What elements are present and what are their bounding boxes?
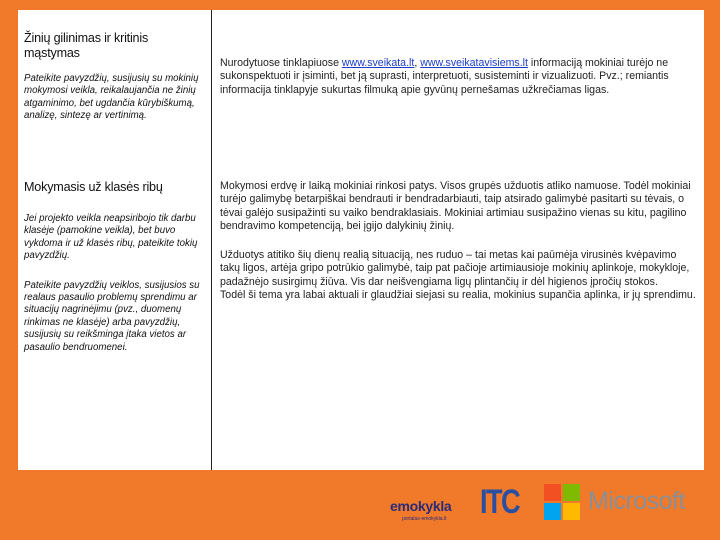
row2-paragraph3: Todėl ši tema yra labai aktuali ir glaudžiai siejasi su realia, mokinius supančia aplinka, ir jų sprendimu. bbox=[220, 289, 696, 302]
row1-heading: Žinių gilinimas ir kritinis mąstymas bbox=[24, 31, 149, 60]
row1-note: Pateikite pavyzdžių, susijusių su mokinių mokymosi veikla, reikalaujančia ne žinių atgaminimo, bet ugdančia kūrybiškumą, analizę, sintezę ar vertinimą. bbox=[24, 73, 199, 122]
content-table bbox=[18, 10, 704, 470]
link-sveikatavisiems[interactable]: www.sveikatavisiems.lt bbox=[420, 57, 528, 69]
footer-logos bbox=[0, 470, 720, 540]
row2-note1: Jei projekto veikla neapsiribojo tik darbu klasėje (pamokine veikla), bet buvo vykdoma ir už klasės ribų, pateikite tokių pavyzdžių. bbox=[24, 213, 198, 262]
row1-paragraph: Nurodytuose tinklapiuose www.sveikata.lt, www.sveikatavisiems.lt informaciją mokiniai turėjo ne sukonspektuoti ir įsiminti, bet ją suprasti, interpretuoti, susisteminti ir vizualizuoti. Pvz.; remiantis informacija tinklapyje sukurtas filmuką apie gyvūnų pernešamas užkrečiamas ligas. bbox=[220, 57, 669, 96]
row2-content-cell bbox=[220, 180, 698, 302]
ms-green-square bbox=[563, 484, 580, 501]
microsoft-grid-icon bbox=[544, 484, 580, 520]
itc-logo: ITC bbox=[480, 483, 520, 521]
row1-label-cell bbox=[24, 31, 206, 123]
ms-red-square bbox=[544, 484, 561, 501]
row1-content-cell bbox=[220, 57, 698, 97]
row2-note2: Pateikite pavyzdžių veiklos, susijusios su realaus pasaulio problemų sprendimu ar situacijų nagrinėjimu (pvz., duomenų rinkimas ne klasėje) arba pavyzdžių, susijusių su reikšminga įtaka vietos ar pasaulio bendruomenei. bbox=[24, 279, 200, 353]
link-sveikata[interactable]: www.sveikata.lt bbox=[341, 57, 415, 69]
row2-paragraph2: Užduotys atitiko šių dienų realią situaciją, nes ruduo – tai metas kai paūmėja virusinės kvėpavimo takų ligos, artėja gripo potrūkio galimybė, taip pat pačioje artimiausioje mokinių aplinkoje, mokykloje, padažnėjo susirgimų žiūva. Vis dar neišvengiama ligų plintančių ir dėl higienos įpročių stokos. bbox=[220, 249, 690, 288]
emokykla-logo bbox=[388, 482, 468, 526]
column-divider bbox=[211, 10, 212, 470]
row2-label-cell bbox=[24, 180, 206, 354]
microsoft-wordmark: Microsoft bbox=[588, 487, 685, 515]
emokykla-wordmark: emokykla bbox=[390, 498, 452, 514]
row2-heading: Mokymasis už klasės ribų bbox=[24, 180, 163, 194]
emokykla-subtitle: portalas-emokykla.lt bbox=[402, 516, 447, 522]
ms-blue-square bbox=[544, 503, 561, 520]
ms-yellow-square bbox=[563, 503, 580, 520]
row2-paragraph1: Mokymosi erdvę ir laiką mokiniai rinkosi patys. Visos grupės užduotis atliko namuose. Todėl mokiniai turėjo galimybę betarpiškai bendrauti ir bendradarbiauti, taip atsirado galimybė pasitarti su tėvais, o tėvai galėjo susipažinti su vaiko bendraklasiais. Mokiniai artimiau susipažino vienas su kitu, pagilino bendravimo kompetenciją, bei įgijo dalykinių žinių. bbox=[220, 180, 691, 232]
